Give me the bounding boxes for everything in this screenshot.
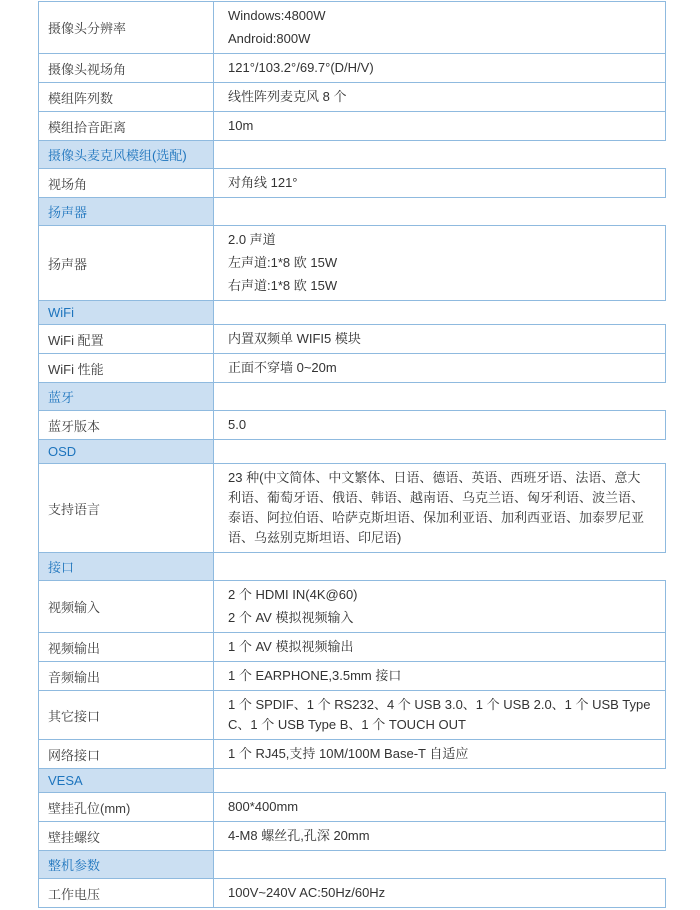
spec-row <box>39 169 666 198</box>
section-header-label: OSD <box>48 444 77 459</box>
section-spacer-cell <box>214 141 666 169</box>
spec-table <box>38 1 666 908</box>
spec-value-cell <box>214 740 666 769</box>
spec-section-row <box>39 440 666 464</box>
spec-section-row <box>39 851 666 879</box>
spec-label-cell <box>39 691 214 740</box>
spec-row <box>39 354 666 383</box>
spec-label-cell <box>39 464 214 553</box>
spec-row <box>39 581 666 633</box>
section-header-cell <box>39 440 214 464</box>
spec-value-line: 100V~240V AC:50Hz/60Hz <box>228 885 386 900</box>
spec-value-line: 5.0 <box>228 417 247 432</box>
spec-value-cell <box>214 793 666 822</box>
spec-label: 扬声器 <box>48 256 88 272</box>
spec-value-cell <box>214 662 666 691</box>
spec-label-cell <box>39 226 214 301</box>
spec-value-line: 右声道:1*8 欧 15W <box>228 278 338 293</box>
spec-value-cell <box>214 325 666 354</box>
spec-label-cell <box>39 112 214 141</box>
spec-value-line: 1 个 SPDIF、1 个 RS232、4 个 USB 3.0、1 个 USB 2.0、1 个 USB Type C、1 个 USB Type B、1 个 TOUCH OUT <box>228 697 651 732</box>
spec-table-body <box>39 2 666 908</box>
spec-row <box>39 822 666 851</box>
spec-label-cell <box>39 581 214 633</box>
spec-value-cell <box>214 83 666 112</box>
spec-label: 视场角 <box>48 176 88 192</box>
section-header-label: WiFi <box>48 305 74 320</box>
section-header-cell <box>39 769 214 793</box>
spec-value-cell <box>214 633 666 662</box>
spec-value-line: 2 个 HDMI IN(4K@60) <box>228 587 358 602</box>
spec-value-line: 2.0 声道 <box>228 232 276 247</box>
spec-label-cell <box>39 740 214 769</box>
spec-row <box>39 793 666 822</box>
spec-row <box>39 83 666 112</box>
spec-value-line: 121°/103.2°/69.7°(D/H/V) <box>228 60 374 75</box>
spec-row <box>39 2 666 54</box>
spec-label-cell <box>39 325 214 354</box>
section-header-label: 接口 <box>48 560 75 575</box>
section-header-label: 扬声器 <box>48 205 88 220</box>
spec-label-cell <box>39 879 214 908</box>
spec-value-cell <box>214 411 666 440</box>
spec-label-cell <box>39 633 214 662</box>
section-header-cell <box>39 851 214 879</box>
spec-label: 壁挂螺纹 <box>48 829 101 845</box>
spec-row <box>39 325 666 354</box>
spec-row <box>39 740 666 769</box>
spec-value-cell <box>214 691 666 740</box>
spec-value-line: 10m <box>228 118 254 133</box>
spec-row <box>39 879 666 908</box>
spec-value-line: 内置双频单 WIFI5 模块 <box>228 331 361 346</box>
spec-label-cell <box>39 83 214 112</box>
spec-row <box>39 112 666 141</box>
spec-label: WiFi 性能 <box>48 361 104 377</box>
spec-label: 视频输出 <box>48 640 101 656</box>
spec-row <box>39 54 666 83</box>
spec-value-cell <box>214 879 666 908</box>
spec-section-row <box>39 141 666 169</box>
section-header-cell <box>39 383 214 411</box>
spec-value-line: 2 个 AV 模拟视频输入 <box>228 610 354 625</box>
spec-section-row <box>39 769 666 793</box>
spec-label-cell <box>39 793 214 822</box>
spec-label: 工作电压 <box>48 886 101 902</box>
spec-value-line: 线性阵列麦克风 8 个 <box>228 89 347 104</box>
spec-value-cell <box>214 464 666 553</box>
spec-section-row <box>39 383 666 411</box>
spec-value-line: Android:800W <box>228 31 311 46</box>
spec-row <box>39 411 666 440</box>
spec-value-line: 23 种(中文简体、中文繁体、日语、德语、英语、西班牙语、法语、意大利语、葡萄牙语、俄语、韩语、越南语、乌克兰语、匈牙利语、波兰语、泰语、阿拉伯语、哈萨克斯坦语、保加利亚语、加利西亚语、加泰罗尼亚语、乌兹别克斯坦语、印尼语) <box>228 470 645 545</box>
spec-value-cell <box>214 169 666 198</box>
spec-row <box>39 464 666 553</box>
section-spacer-cell <box>214 198 666 226</box>
spec-label: WiFi 配置 <box>48 332 104 348</box>
spec-value-line: Windows:4800W <box>228 8 326 23</box>
spec-value-cell <box>214 54 666 83</box>
spec-label: 其它接口 <box>48 708 101 724</box>
spec-label: 摄像头分辨率 <box>48 21 127 36</box>
spec-value-line: 4-M8 螺丝孔,孔深 20mm <box>228 828 370 843</box>
section-spacer-cell <box>214 769 666 793</box>
spec-value-cell <box>214 112 666 141</box>
section-header-label: 摄像头麦克风模组(选配) <box>48 148 187 163</box>
spec-value-line: 正面不穿墙 0~20m <box>228 360 337 375</box>
spec-label: 壁挂孔位(mm) <box>48 800 131 816</box>
spec-label: 蓝牙版本 <box>48 418 101 434</box>
section-spacer-cell <box>214 440 666 464</box>
spec-label: 网络接口 <box>48 747 101 763</box>
section-header-cell <box>39 301 214 325</box>
spec-row <box>39 691 666 740</box>
spec-label-cell <box>39 169 214 198</box>
spec-section-row <box>39 198 666 226</box>
spec-label: 模组阵列数 <box>48 90 114 106</box>
section-spacer-cell <box>214 301 666 325</box>
spec-value-line: 左声道:1*8 欧 15W <box>228 255 338 270</box>
spec-value-line: 1 个 RJ45,支持 10M/100M Base-T 自适应 <box>228 746 469 761</box>
spec-label: 支持语言 <box>48 501 101 517</box>
spec-value-cell <box>214 226 666 301</box>
section-spacer-cell <box>214 851 666 879</box>
spec-row <box>39 662 666 691</box>
section-header-label: VESA <box>48 773 83 788</box>
spec-label-cell <box>39 411 214 440</box>
spec-label: 摄像头视场角 <box>48 61 127 77</box>
section-header-cell <box>39 141 214 169</box>
spec-value-cell <box>214 354 666 383</box>
spec-label-cell <box>39 822 214 851</box>
spec-section-row <box>39 553 666 581</box>
section-spacer-cell <box>214 553 666 581</box>
spec-value-cell <box>214 2 666 54</box>
spec-label-cell <box>39 54 214 83</box>
spec-row <box>39 226 666 301</box>
spec-value-line: 对角线 121° <box>228 175 298 190</box>
spec-label: 音频输出 <box>48 669 101 685</box>
spec-value-line: 1 个 EARPHONE,3.5mm 接口 <box>228 668 402 683</box>
spec-value-line: 1 个 AV 模拟视频输出 <box>228 639 354 654</box>
spec-label: 视频输入 <box>48 600 101 615</box>
spec-label: 模组拾音距离 <box>48 119 127 135</box>
spec-label-cell <box>39 662 214 691</box>
spec-value-cell <box>214 581 666 633</box>
spec-row <box>39 633 666 662</box>
section-header-label: 整机参数 <box>48 858 101 873</box>
section-header-cell <box>39 198 214 226</box>
spec-label-cell <box>39 354 214 383</box>
spec-section-row <box>39 301 666 325</box>
spec-value-cell <box>214 822 666 851</box>
section-header-label: 蓝牙 <box>48 390 75 405</box>
section-header-cell <box>39 553 214 581</box>
spec-label-cell <box>39 2 214 54</box>
spec-value-line: 800*400mm <box>228 799 299 814</box>
section-spacer-cell <box>214 383 666 411</box>
